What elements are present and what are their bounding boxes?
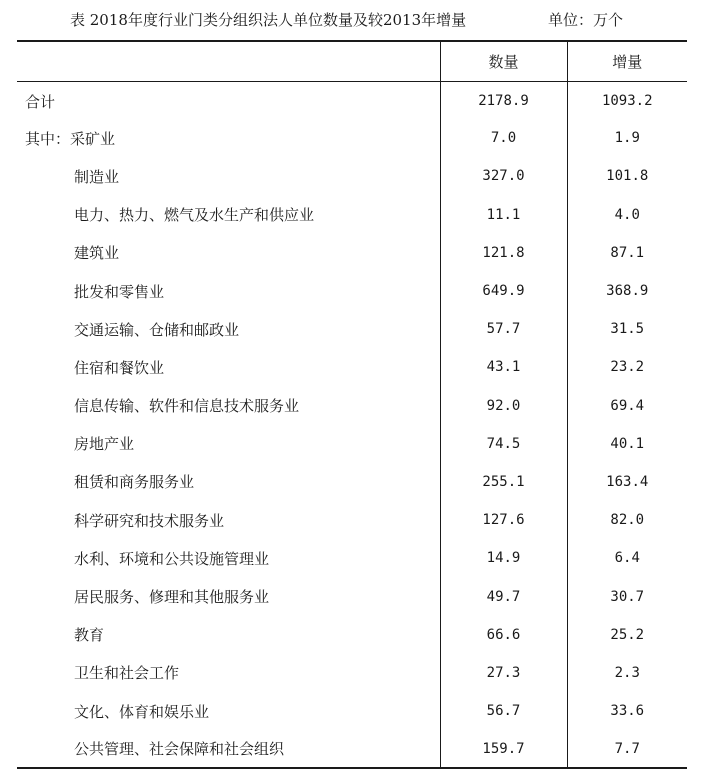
row-quantity: 57.7 <box>440 310 567 348</box>
row-increase: 33.6 <box>567 692 687 730</box>
row-name: 批发和零售业 <box>74 282 165 301</box>
row-increase: 40.1 <box>567 425 687 463</box>
row-increase: 30.7 <box>567 577 687 615</box>
row-name: 公共管理、社会保障和社会组织 <box>17 730 440 768</box>
table-row <box>17 463 687 501</box>
table-row <box>17 616 687 654</box>
table-row <box>17 539 687 577</box>
row-name: 信息传输、软件和信息技术服务业 <box>74 397 300 416</box>
row-increase: 69.4 <box>567 387 687 425</box>
row-quantity: 2178.9 <box>440 81 567 119</box>
row-increase: 2.3 <box>567 654 687 692</box>
row-quantity: 121.8 <box>440 234 567 272</box>
table-row <box>17 119 687 157</box>
row-name: 电力、热力、燃气及水生产和供应业 <box>74 206 315 225</box>
row-increase: 4.0 <box>567 196 687 234</box>
row-quantity: 92.0 <box>440 387 567 425</box>
row-name: 居民服务、修理和其他服务业 <box>74 588 270 607</box>
table-row <box>17 692 687 730</box>
table-unit: 单位：万个 <box>548 11 624 29</box>
row-quantity: 327.0 <box>440 157 567 195</box>
table-row <box>17 234 687 272</box>
row-increase: 82.0 <box>567 501 687 539</box>
row-name: 制造业 <box>74 167 120 186</box>
row-increase: 368.9 <box>567 272 687 310</box>
row-name: 合计 <box>25 92 56 111</box>
row-increase: 1.9 <box>567 119 687 157</box>
table-row <box>17 425 687 463</box>
row-quantity: 27.3 <box>440 654 567 692</box>
row-increase: 25.2 <box>567 616 687 654</box>
table-row <box>17 654 687 692</box>
row-quantity: 66.6 <box>440 616 567 654</box>
table-row <box>17 387 687 425</box>
row-increase: 87.1 <box>567 234 687 272</box>
row-increase: 31.5 <box>567 310 687 348</box>
table-row <box>17 730 687 768</box>
row-name: 文化、体育和娱乐业 <box>74 702 210 721</box>
table-header-row <box>17 41 687 81</box>
row-name: 水利、环境和公共设施管理业 <box>74 549 270 568</box>
row-name: 教育 <box>74 626 105 645</box>
row-quantity: 43.1 <box>440 348 567 386</box>
row-increase: 1093.2 <box>567 81 687 119</box>
row-increase: 6.4 <box>567 539 687 577</box>
table-row <box>17 310 687 348</box>
table-row <box>17 348 687 386</box>
row-quantity: 127.6 <box>440 501 567 539</box>
row-quantity: 56.7 <box>440 692 567 730</box>
table-row <box>17 81 687 119</box>
table-caption <box>0 9 710 33</box>
row-quantity: 7.0 <box>440 119 567 157</box>
row-quantity: 11.1 <box>440 196 567 234</box>
row-quantity: 49.7 <box>440 577 567 615</box>
table-row <box>17 501 687 539</box>
row-name: 科学研究和技术服务业 <box>74 511 225 530</box>
row-quantity: 255.1 <box>440 463 567 501</box>
row-quantity: 14.9 <box>440 539 567 577</box>
header-name <box>17 41 440 81</box>
header-quantity: 数量 <box>440 41 567 81</box>
table-row <box>17 157 687 195</box>
row-increase: 7.7 <box>567 730 687 768</box>
row-increase: 163.4 <box>567 463 687 501</box>
table-row <box>17 196 687 234</box>
table-row <box>17 272 687 310</box>
row-name: 房地产业 <box>74 435 135 454</box>
row-name: 住宿和餐饮业 <box>74 358 165 377</box>
table-title: 表 2018年度行业门类分组织法人单位数量及较2013年增量 <box>70 11 467 29</box>
row-name: 卫生和社会工作 <box>74 664 180 683</box>
row-name: 租赁和商务服务业 <box>74 473 195 492</box>
table-row <box>17 577 687 615</box>
row-name: 其中：采矿业 <box>25 129 116 148</box>
industry-table <box>17 40 687 769</box>
row-increase: 101.8 <box>567 157 687 195</box>
row-name: 建筑业 <box>74 244 120 263</box>
row-quantity: 159.7 <box>440 730 567 768</box>
row-name: 交通运输、仓储和邮政业 <box>74 320 240 339</box>
row-quantity: 649.9 <box>440 272 567 310</box>
row-increase: 23.2 <box>567 348 687 386</box>
header-increase: 增量 <box>567 41 687 81</box>
row-quantity: 74.5 <box>440 425 567 463</box>
